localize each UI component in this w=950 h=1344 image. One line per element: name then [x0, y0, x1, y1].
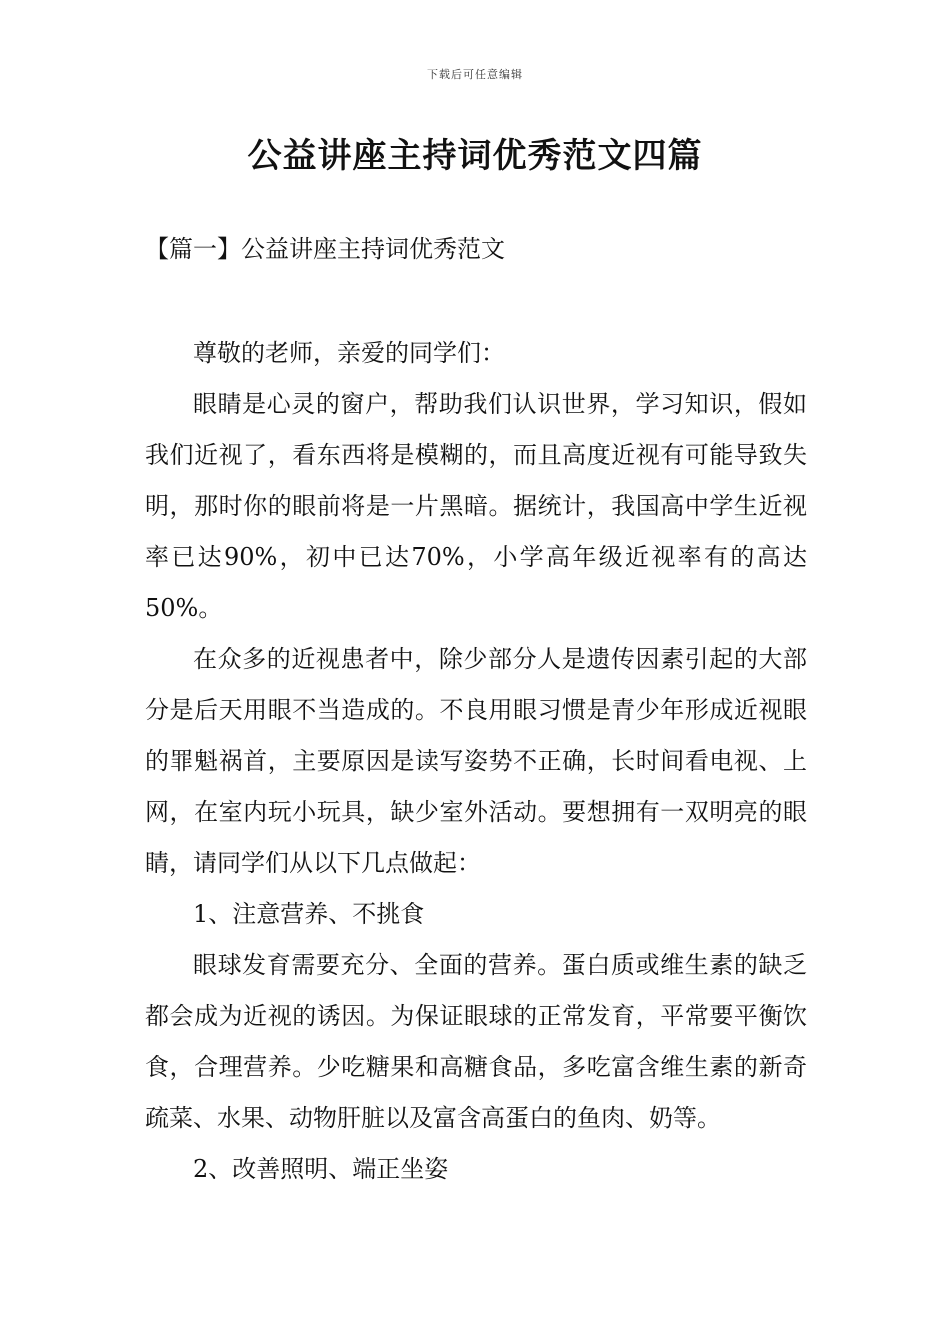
header-note: 下载后可任意编辑: [427, 68, 523, 81]
paragraph: 眼球发育需要充分、全面的营养。蛋白质或维生素的缺乏都会成为近视的诱因。为保证眼球的正常发育，平常要平衡饮食，合理营养。少吃糖果和高糖食品，多吃富含维生素的新奇疏菜、水果、动物肝脏以及富含高蛋白的鱼肉、奶等。: [145, 951, 807, 1132]
list-item-heading: 2、改善照明、端正坐姿: [193, 1155, 449, 1183]
section-heading: 【篇一】公益讲座主持词优秀范文: [145, 235, 505, 263]
paragraph: 在众多的近视患者中，除少部分人是遗传因素引起的大部分是后天用眼不当造成的。不良用眼习惯是青少年形成近视眼的罪魁祸首，主要原因是读写姿势不正确，长时间看电视、上网，在室内玩小玩具，缺少室外活动。要想拥有一双明亮的眼睛，请同学们从以下几点做起：: [145, 645, 807, 877]
list-item-heading: 1、注意营养、不挑食: [193, 900, 425, 928]
document-title: 公益讲座主持词优秀范文四篇: [247, 136, 703, 176]
paragraph-greeting: 尊敬的老师，亲爱的同学们：: [193, 339, 505, 367]
paragraph: 眼睛是心灵的窗户，帮助我们认识世界，学习知识，假如我们近视了，看东西将是模糊的，而且高度近视有可能导致失明，那时你的眼前将是一片黑暗。据统计，我国高中学生近视率已达90%，初中已达70%，小学高年级近视率有的高达50%。: [145, 390, 807, 622]
body-text: [145, 328, 807, 1195]
